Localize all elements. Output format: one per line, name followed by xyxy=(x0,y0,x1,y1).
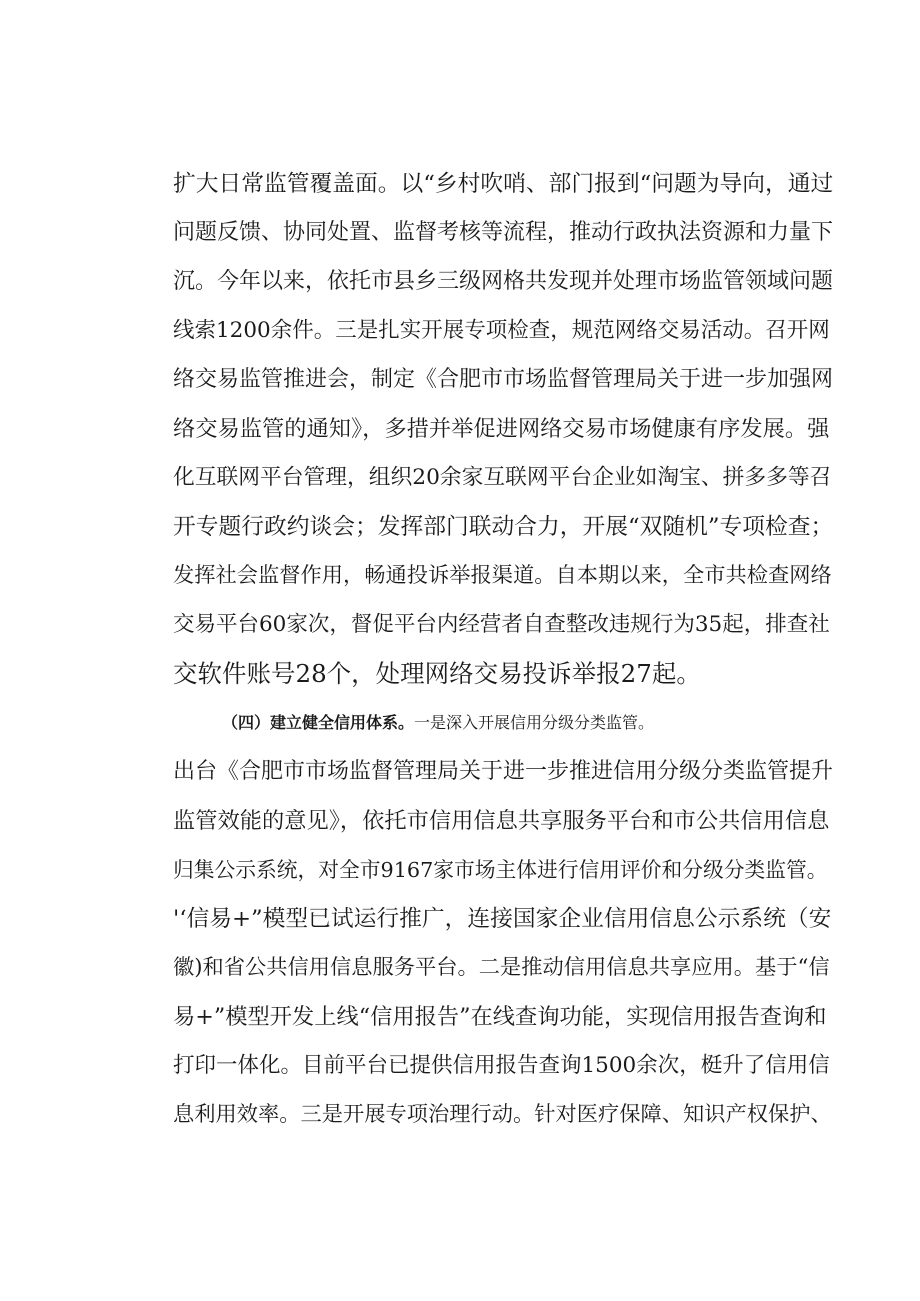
body-text-line: 络交易监管的通知》，多措并举促进网络交易市场健康有序发展。强 xyxy=(173,416,830,442)
body-text-line: 扩大日常监管覆盖面。以“乡村吹哨、部门报到“问题为导向，通过 xyxy=(173,171,834,197)
body-text-line: 化互联网平台管理，组织20余家互联网平台企业如淘宝、拼多多等召 xyxy=(173,465,832,490)
body-text-line: 息利用效率。三是开展专项治理行动。针对医疗保障、知识产权保护、 xyxy=(173,1102,832,1127)
body-text-line: '‘信易+”模型已试运行推广，连接国家企业信用信息公示系统（安 xyxy=(173,906,832,932)
body-text-line: 出台《合肥市市场监督管理局关于进一步推进信用分级分类监管提升 xyxy=(173,759,834,784)
section-first-line xyxy=(222,699,882,747)
body-text-line: 归集公示系统，对全市9167家市场主体进行信用评价和分级分类监管。 xyxy=(173,858,828,882)
section-heading: （四）建立健全信用体系。 xyxy=(222,713,415,732)
body-text-line: 徽)和省公共信用信息服务平台。二是推动信用信息共享应用。基于“信 xyxy=(173,955,830,980)
body-text-line: 打印一体化。目前平台已提供信用报告查询1500余次，梃升了信用信 xyxy=(173,1053,830,1078)
section-first-line-text: 一是深入开展信用分级分类监管。 xyxy=(414,713,655,732)
body-text-line: 交易平台60家次，督促平台内经营者自查整改违规行为35起，排查社 xyxy=(173,612,830,637)
body-text-line: 开专题行政约谈会；发挥部门联动合力，开展“双随机”专项检查； xyxy=(173,514,834,540)
body-text-line: 交软件账号28个，处理网络交易投诉举报27起。 xyxy=(173,659,701,688)
body-text-line: 线索1200余件。三是扎实开展专项检查，规范网络交易活动。召开网 xyxy=(173,318,830,343)
body-text-line: 监管效能的意见》，依托市信用信息共享服务平台和市公共信用信息 xyxy=(173,808,830,834)
body-text-line: 易+”模型开发上线“信用报告”在线查询功能，实现信用报告查询和 xyxy=(173,1004,827,1030)
body-text-line: 络交易监管推进会，制定《合肥市市场监督管理局关于进一步加强网 xyxy=(173,367,834,392)
body-text-line: 问题反馈、协同处置、监督考核等流程，推动行政执法资源和力量下 xyxy=(173,220,834,245)
body-text-line: 发挥社会监督作用，畅通投诉举报渠道。自本期以来，全市共检查网络 xyxy=(173,563,832,588)
body-text-line: 沉。今年以来，依托市县乡三级网格共发现并处理市场监管领域问题 xyxy=(173,269,834,294)
